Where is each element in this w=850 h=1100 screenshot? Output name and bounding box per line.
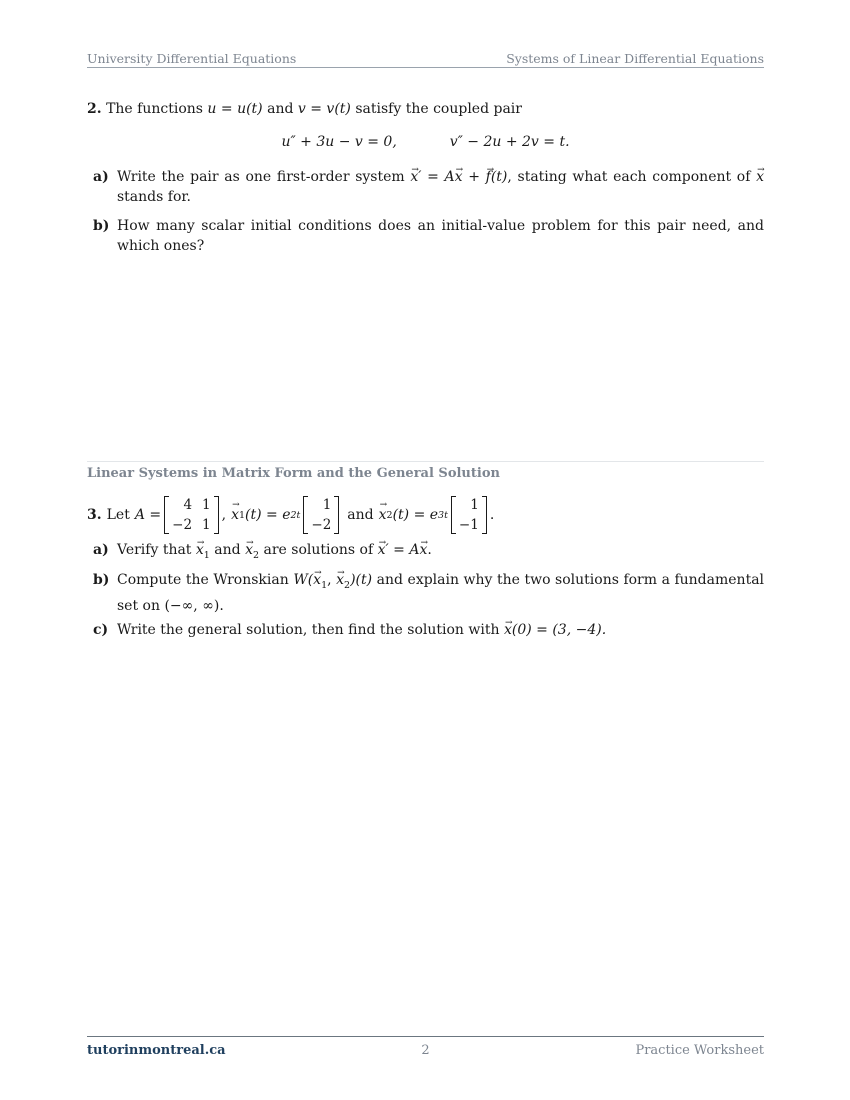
matrix-cell: 1 [470,497,479,513]
math-text: , [221,507,227,523]
footer-label: Practice Worksheet [635,1043,764,1058]
math-text: ′ = A [418,169,455,185]
question-3-part-b: b) Compute the Wronskian $W(\to x_1$, → $x_2)(t)$ and explain why the two solutions form a fundamental set on (−∞, ∞). [87,570,764,616]
part-label: b) [93,572,110,588]
part-text: Verify that [117,542,192,558]
part-text: and explain why the two solutions form a fundamental set on (−∞, ∞). [117,572,765,614]
question-2-intro [87,99,764,119]
vector-x: → x [196,540,204,560]
part-text: stands for. [117,189,191,205]
exponent: 2t [290,509,301,521]
part-label: c) [93,622,109,638]
subscript: 2 [252,549,260,561]
math-text: (t) = e [392,507,439,523]
math-text: + [462,169,486,185]
matrix-cell: 1 [322,497,332,513]
equation-v: v″ − 2u + 2v = t. [449,134,570,150]
section-divider [87,461,764,462]
part-text: are solutions of [263,542,374,558]
vector-x: → x [756,167,764,187]
vector-x: → x [245,540,253,560]
matrix-cell: 1 [202,497,211,513]
math-text: A = [134,507,162,523]
math-text: (0) = (3, −4). [511,622,607,638]
math-text: W( [293,572,314,588]
vector-f: → f [486,167,491,187]
subscript: 2 [344,579,351,591]
question-text: and [347,507,374,523]
math-text: . [489,507,495,523]
question-text: Let [106,507,130,523]
math-v-definition: v = v(t) [297,101,351,117]
matrix-cell: −1 [458,517,479,533]
part-text: Write the general solution, then find the solution with [117,622,500,638]
part-text: Write the pair as one first-order system [117,169,405,185]
vector-x: → x [419,540,427,560]
question-2-part-a [87,167,764,207]
header-course-title: University Differential Equations [87,51,297,66]
subscript: 2 [386,509,393,521]
math-text: (t) = e [245,507,291,523]
vector-v2 [451,496,487,534]
matrix-A [164,496,219,534]
math-text: )(t) [350,572,373,588]
part-label: b) [93,218,110,234]
part-text: How many scalar initial conditions does an initial-value problem for this pair need, and which ones? [117,218,764,254]
question-number: 3. [87,507,102,523]
subscript: 1 [239,509,246,521]
vector-x: → x [379,507,387,523]
math-u-definition: u = u(t) [207,101,263,117]
question-text: The functions [106,101,203,117]
question-3-part-a [87,540,764,566]
matrix-cell: 1 [202,517,211,533]
footer-site-link[interactable]: tutorinmontreal.ca [87,1043,226,1058]
vector-x: → x [231,507,239,523]
question-text: satisfy the coupled pair [355,101,522,117]
part-text: , stating what each component of [507,169,751,185]
vector-x: → x [336,570,344,590]
question-3-intro [87,492,494,538]
part-label: a) [93,542,109,558]
header-divider [87,67,764,68]
question-number: 2. [87,101,102,117]
vector-v1 [303,496,339,534]
part-text: and [214,542,241,558]
equation-u: u″ + 3u − v = 0, [281,134,397,150]
math-text: . [427,542,432,558]
question-text: and [267,101,294,117]
footer-page-number: 2 [421,1043,430,1058]
exponent: 3t [438,509,448,521]
matrix-cell: −2 [311,517,332,533]
math-text: (t) [490,169,508,185]
vector-x: → x [410,167,418,187]
header-chapter-title: Systems of Linear Differential Equations [506,51,764,66]
question-3-part-c [87,620,764,640]
question-2-part-b [87,216,764,256]
coupled-equations [87,134,764,150]
footer-divider [87,1036,764,1037]
matrix-cell: 4 [183,497,193,513]
vector-x: → x [378,540,386,560]
vector-x: → x [313,570,321,590]
subscript: 1 [203,549,210,561]
part-text: Compute the Wronskian [117,572,289,588]
matrix-cell: −2 [172,517,193,533]
part-label: a) [93,169,109,185]
vector-x: → x [504,620,512,640]
math-text: ′ = A [385,542,420,558]
vector-x: → x [455,167,463,187]
subscript: 1 [321,579,328,591]
section-title: Linear Systems in Matrix Form and the General Solution [87,466,500,481]
